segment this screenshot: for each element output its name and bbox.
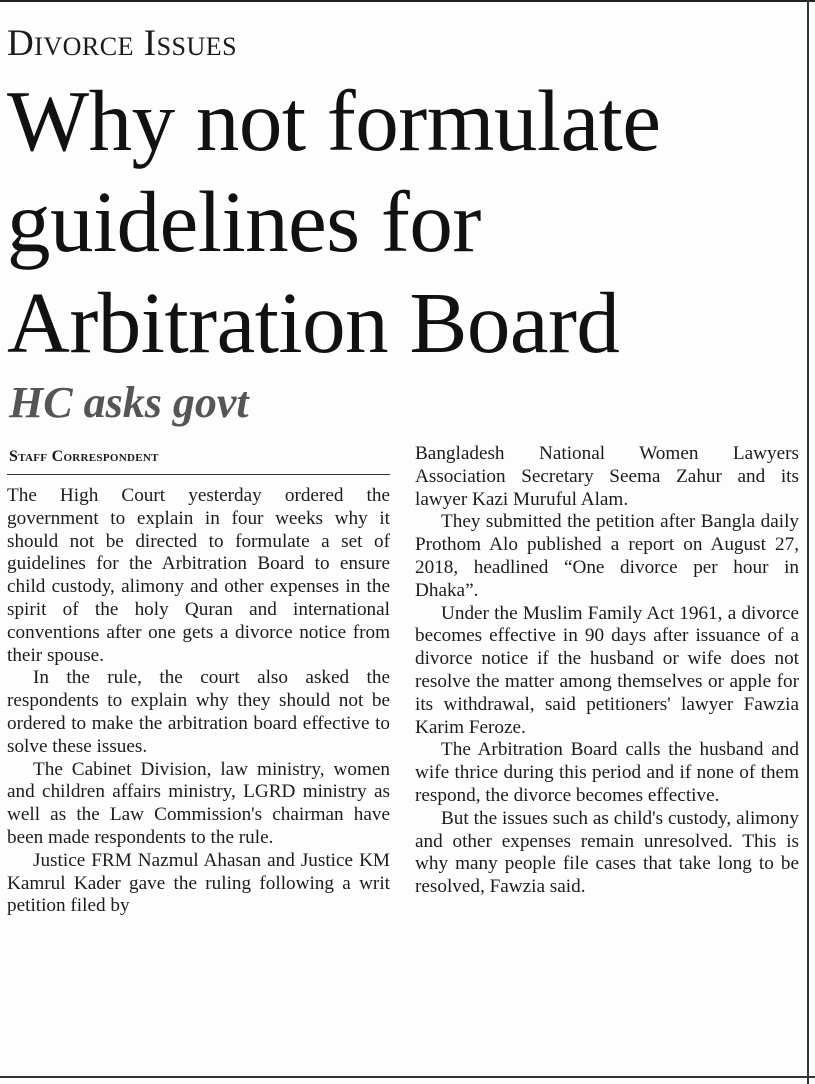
bottom-rule — [0, 1076, 815, 1078]
byline-rule — [7, 474, 390, 475]
paragraph: They submitted the petition after Bangla daily Prothom Alo published a report on August 27, 2018, headlined “One divorce per hour in Dhaka”. — [415, 511, 799, 601]
paragraph: Justice FRM Nazmul Ahasan and Justice KM Kamrul Kader gave the ruling following a writ petition filed by — [7, 849, 390, 917]
paragraph: But the issues such as child's custody, alimony and other expenses remain unresolved. This is why many people file cases that take long to be resolved, Fawzia said. — [415, 807, 799, 898]
headline-line-1: Why not formulate — [7, 72, 661, 169]
paragraph: Bangladesh National Women Lawyers Association Secretary Seema Zahur and its lawyer Kazi Muruful Alam. — [415, 443, 799, 510]
headline-line-3: Arbitration Board — [7, 274, 620, 371]
headline — [7, 70, 802, 373]
paragraph: The Arbitration Board calls the husband and wife thrice during this period and if none of them respond, the divorce becomes effective. — [415, 739, 799, 806]
right-column — [415, 443, 799, 899]
headline-line-2: guidelines for — [7, 173, 481, 270]
top-rule — [0, 0, 815, 2]
paragraph: Under the Muslim Family Act 1961, a divorce becomes effective in 90 days after issuance of a divorce notice if the husband or wife does not resolve the matter among themselves or apple for its withdrawal, said petitioners' lawyer Fawzia Karim Feroze. — [415, 602, 799, 738]
right-column-rule — [807, 0, 809, 1084]
deck-subheadline: HC asks govt — [9, 378, 249, 427]
kicker: Divorce Issues — [7, 23, 238, 64]
paragraph: In the rule, the court also asked the respondents to explain why they should not be ordered to make the arbitration board effective to solve these issues. — [7, 667, 390, 757]
paragraph: The High Court yesterday ordered the government to explain in four weeks why it should not be directed to formulate a set of guidelines for the Arbitration Board to ensure child custody, alimony and other expenses in the spirit of the holy Quran and international conventions after one gets a divorce notice from their spouse. — [7, 485, 390, 666]
byline: Staff Correspondent — [9, 448, 159, 465]
paragraph: The Cabinet Division, law ministry, women and children affairs ministry, LGRD ministry as well as the Law Commission's chairman have been made respondents to the rule. — [7, 758, 390, 848]
left-column — [7, 485, 390, 918]
